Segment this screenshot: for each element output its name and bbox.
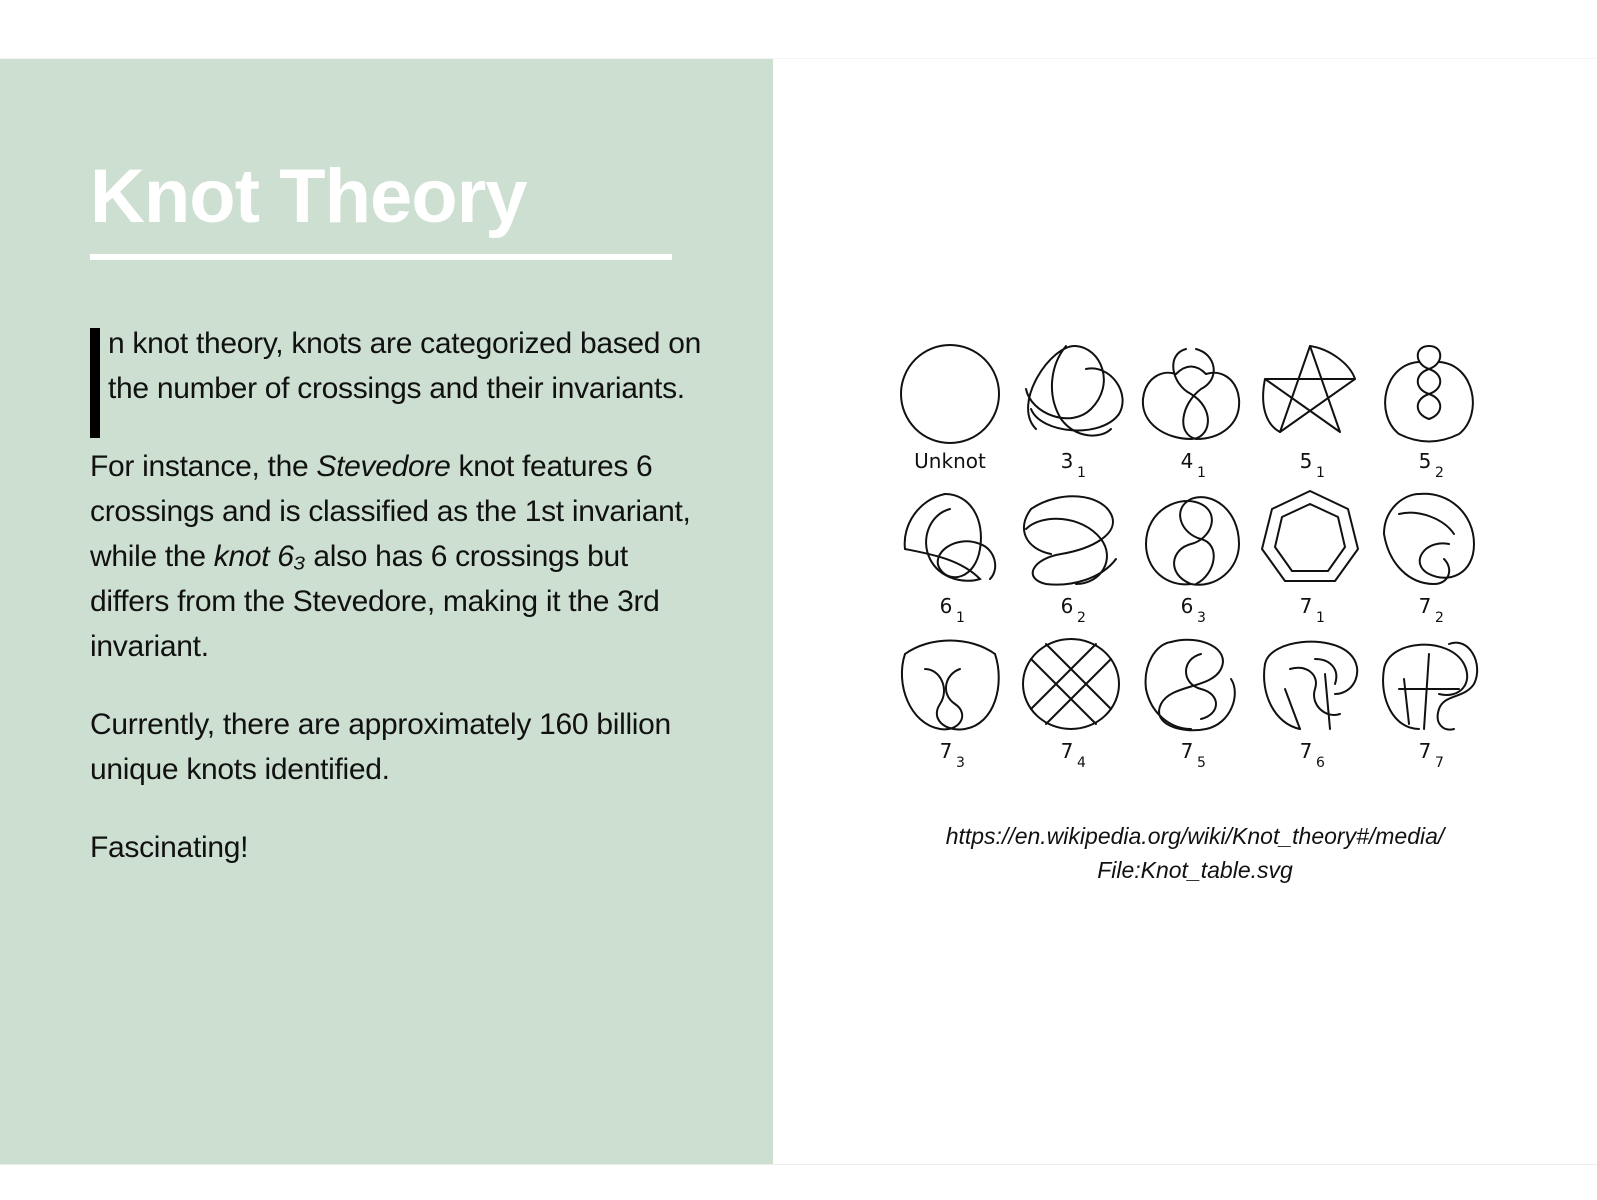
knot-label-subscript: 7: [1435, 755, 1444, 771]
knot-5-1: [1263, 346, 1355, 432]
knot-4-1: [1143, 349, 1239, 439]
knot-table-figure: [895, 344, 1495, 784]
knot-7-1: [1262, 491, 1358, 581]
intro-paragraph: [90, 321, 710, 411]
knot-7-4: [1023, 639, 1119, 729]
knot-unknot: [901, 345, 999, 443]
knot-label-subscript: 2: [1077, 610, 1086, 626]
knot-label: 7: [1299, 594, 1313, 618]
knot-label: 6: [1180, 594, 1194, 618]
knot-label-subscript: 4: [1077, 755, 1086, 771]
knot-7-5: [1146, 640, 1235, 730]
para2-part2: knot features 6 crossings and is classified as the 1st invariant, while the: [90, 450, 691, 573]
knot-label: 5: [1418, 449, 1432, 473]
closing-paragraph: Fascinating!: [90, 831, 249, 864]
slide-title: Knot Theory: [90, 154, 527, 239]
knot-label: 7: [1180, 739, 1194, 763]
knot-label: 3: [1060, 449, 1074, 473]
knot-label: 6: [939, 594, 953, 618]
body-text: [90, 321, 710, 903]
knot-label: Unknot: [914, 449, 986, 473]
knot-label: 5: [1299, 449, 1313, 473]
knot-label-subscript: 3: [1197, 610, 1206, 626]
knot-label-subscript: 5: [1197, 755, 1206, 771]
caption-line-2: File:Knot_table.svg: [1097, 857, 1293, 883]
knot-6-2: [1024, 496, 1116, 584]
knot-7-7: [1383, 643, 1477, 730]
knot-label: 7: [1299, 739, 1313, 763]
title-underline: [90, 254, 672, 260]
knot-label-subscript: 2: [1435, 465, 1444, 481]
knot-label: 4: [1180, 449, 1194, 473]
intro-text: n knot theory, knots are categorized based on the number of crossings and their invariants.: [108, 327, 701, 405]
para2-part1: For instance, the: [90, 450, 317, 483]
knot-label-subscript: 3: [956, 755, 965, 771]
knot-7-3: [902, 641, 999, 730]
knot-label-subscript: 1: [956, 610, 965, 626]
knot-7-6: [1264, 642, 1357, 729]
knot-5-2: [1385, 346, 1473, 442]
stevedore-paragraph: [90, 444, 710, 669]
count-paragraph: Currently, there are approximately 160 billion unique knots identified.: [90, 708, 671, 786]
knot-label-subscript: 1: [1316, 610, 1325, 626]
knot-label-subscript: 1: [1077, 465, 1086, 481]
knot-label: 7: [939, 739, 953, 763]
knot-label: 7: [1060, 739, 1074, 763]
drop-cap-bar: [90, 328, 100, 438]
para2-part3: also has 6 crossings but differs from the Stevedore, making it the 3rd invariant.: [90, 540, 660, 663]
knot-label: 6: [1060, 594, 1074, 618]
image-source-caption: [880, 819, 1510, 887]
knot-label-subscript: 6: [1316, 755, 1325, 771]
knot-3-1: [1026, 346, 1123, 436]
knot-label-subscript: 2: [1435, 610, 1444, 626]
knot-6-3-term: knot 6₃: [213, 540, 306, 573]
knot-6-3: [1146, 497, 1239, 585]
slide: [0, 58, 1597, 1165]
knot-label: 7: [1418, 594, 1432, 618]
caption-line-1: https://en.wikipedia.org/wiki/Knot_theory#/media/: [945, 823, 1445, 849]
knot-7-2: [1384, 494, 1474, 584]
knot-6-1: [905, 494, 996, 581]
knot-label: 7: [1418, 739, 1432, 763]
stevedore-term: Stevedore: [316, 450, 451, 483]
knot-label-subscript: 1: [1197, 465, 1206, 481]
left-text-panel: [0, 59, 773, 1164]
knot-label-subscript: 1: [1316, 465, 1325, 481]
